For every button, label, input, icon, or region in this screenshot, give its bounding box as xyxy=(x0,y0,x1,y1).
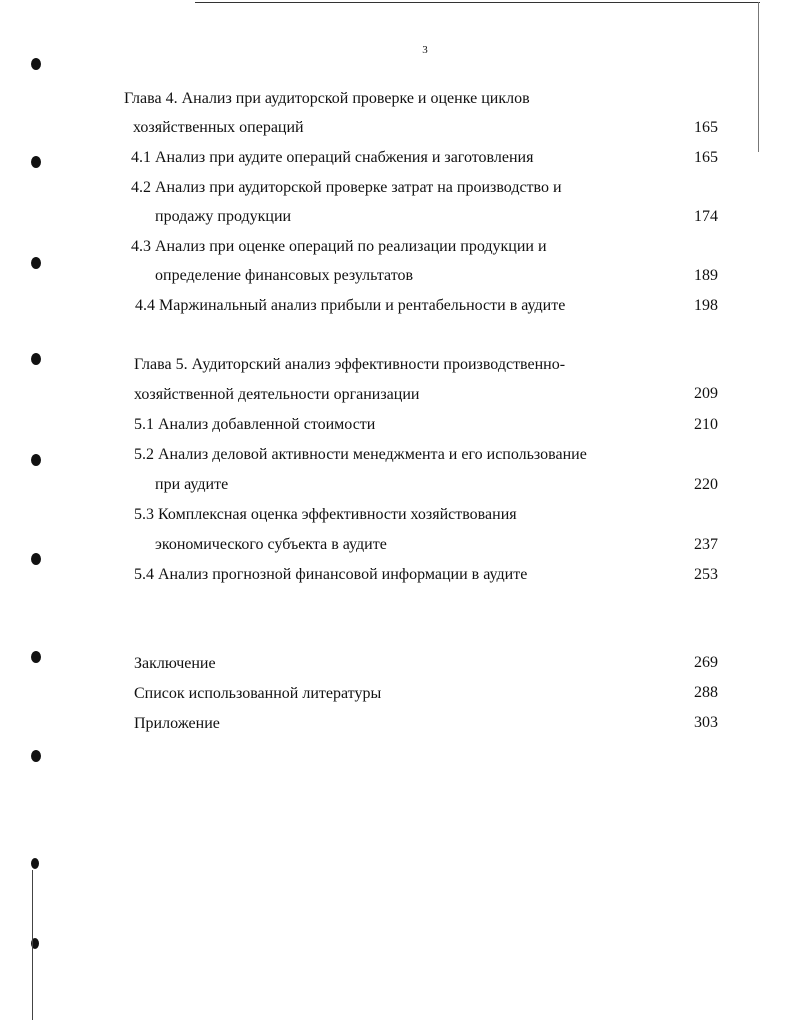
binding-hole xyxy=(31,750,41,762)
binding-hole xyxy=(31,156,41,168)
toc-conclusion-page: 269 xyxy=(694,654,718,671)
toc-appendix-page: 303 xyxy=(694,714,718,731)
top-border-line xyxy=(195,2,760,3)
toc-bibliography-page: 288 xyxy=(694,684,718,701)
toc-entry-5-3-page: 237 xyxy=(694,536,718,553)
toc-entry-5-4-page: 253 xyxy=(694,566,718,583)
binding-hole xyxy=(31,651,41,663)
binding-hole xyxy=(31,858,39,869)
margin-scan-line xyxy=(32,870,33,1020)
toc-entry-4-3-page: 189 xyxy=(694,267,718,284)
right-border-line xyxy=(758,2,759,152)
binding-hole xyxy=(31,257,41,269)
chapter-5-page: 209 xyxy=(694,385,718,402)
page-number: 3 xyxy=(422,44,428,56)
toc-entry-5-1-page: 210 xyxy=(694,416,718,433)
binding-hole xyxy=(31,553,41,565)
toc-entry-4-4-page: 198 xyxy=(694,297,718,314)
binding-hole xyxy=(31,58,41,70)
binding-hole xyxy=(31,353,41,365)
binding-hole xyxy=(31,454,41,466)
toc-entry-4-2-page: 174 xyxy=(694,208,718,225)
chapter-4-page: 165 xyxy=(694,119,718,136)
toc-entry-4-1-page: 165 xyxy=(694,149,718,166)
toc-entry-5-2-page: 220 xyxy=(694,476,718,493)
